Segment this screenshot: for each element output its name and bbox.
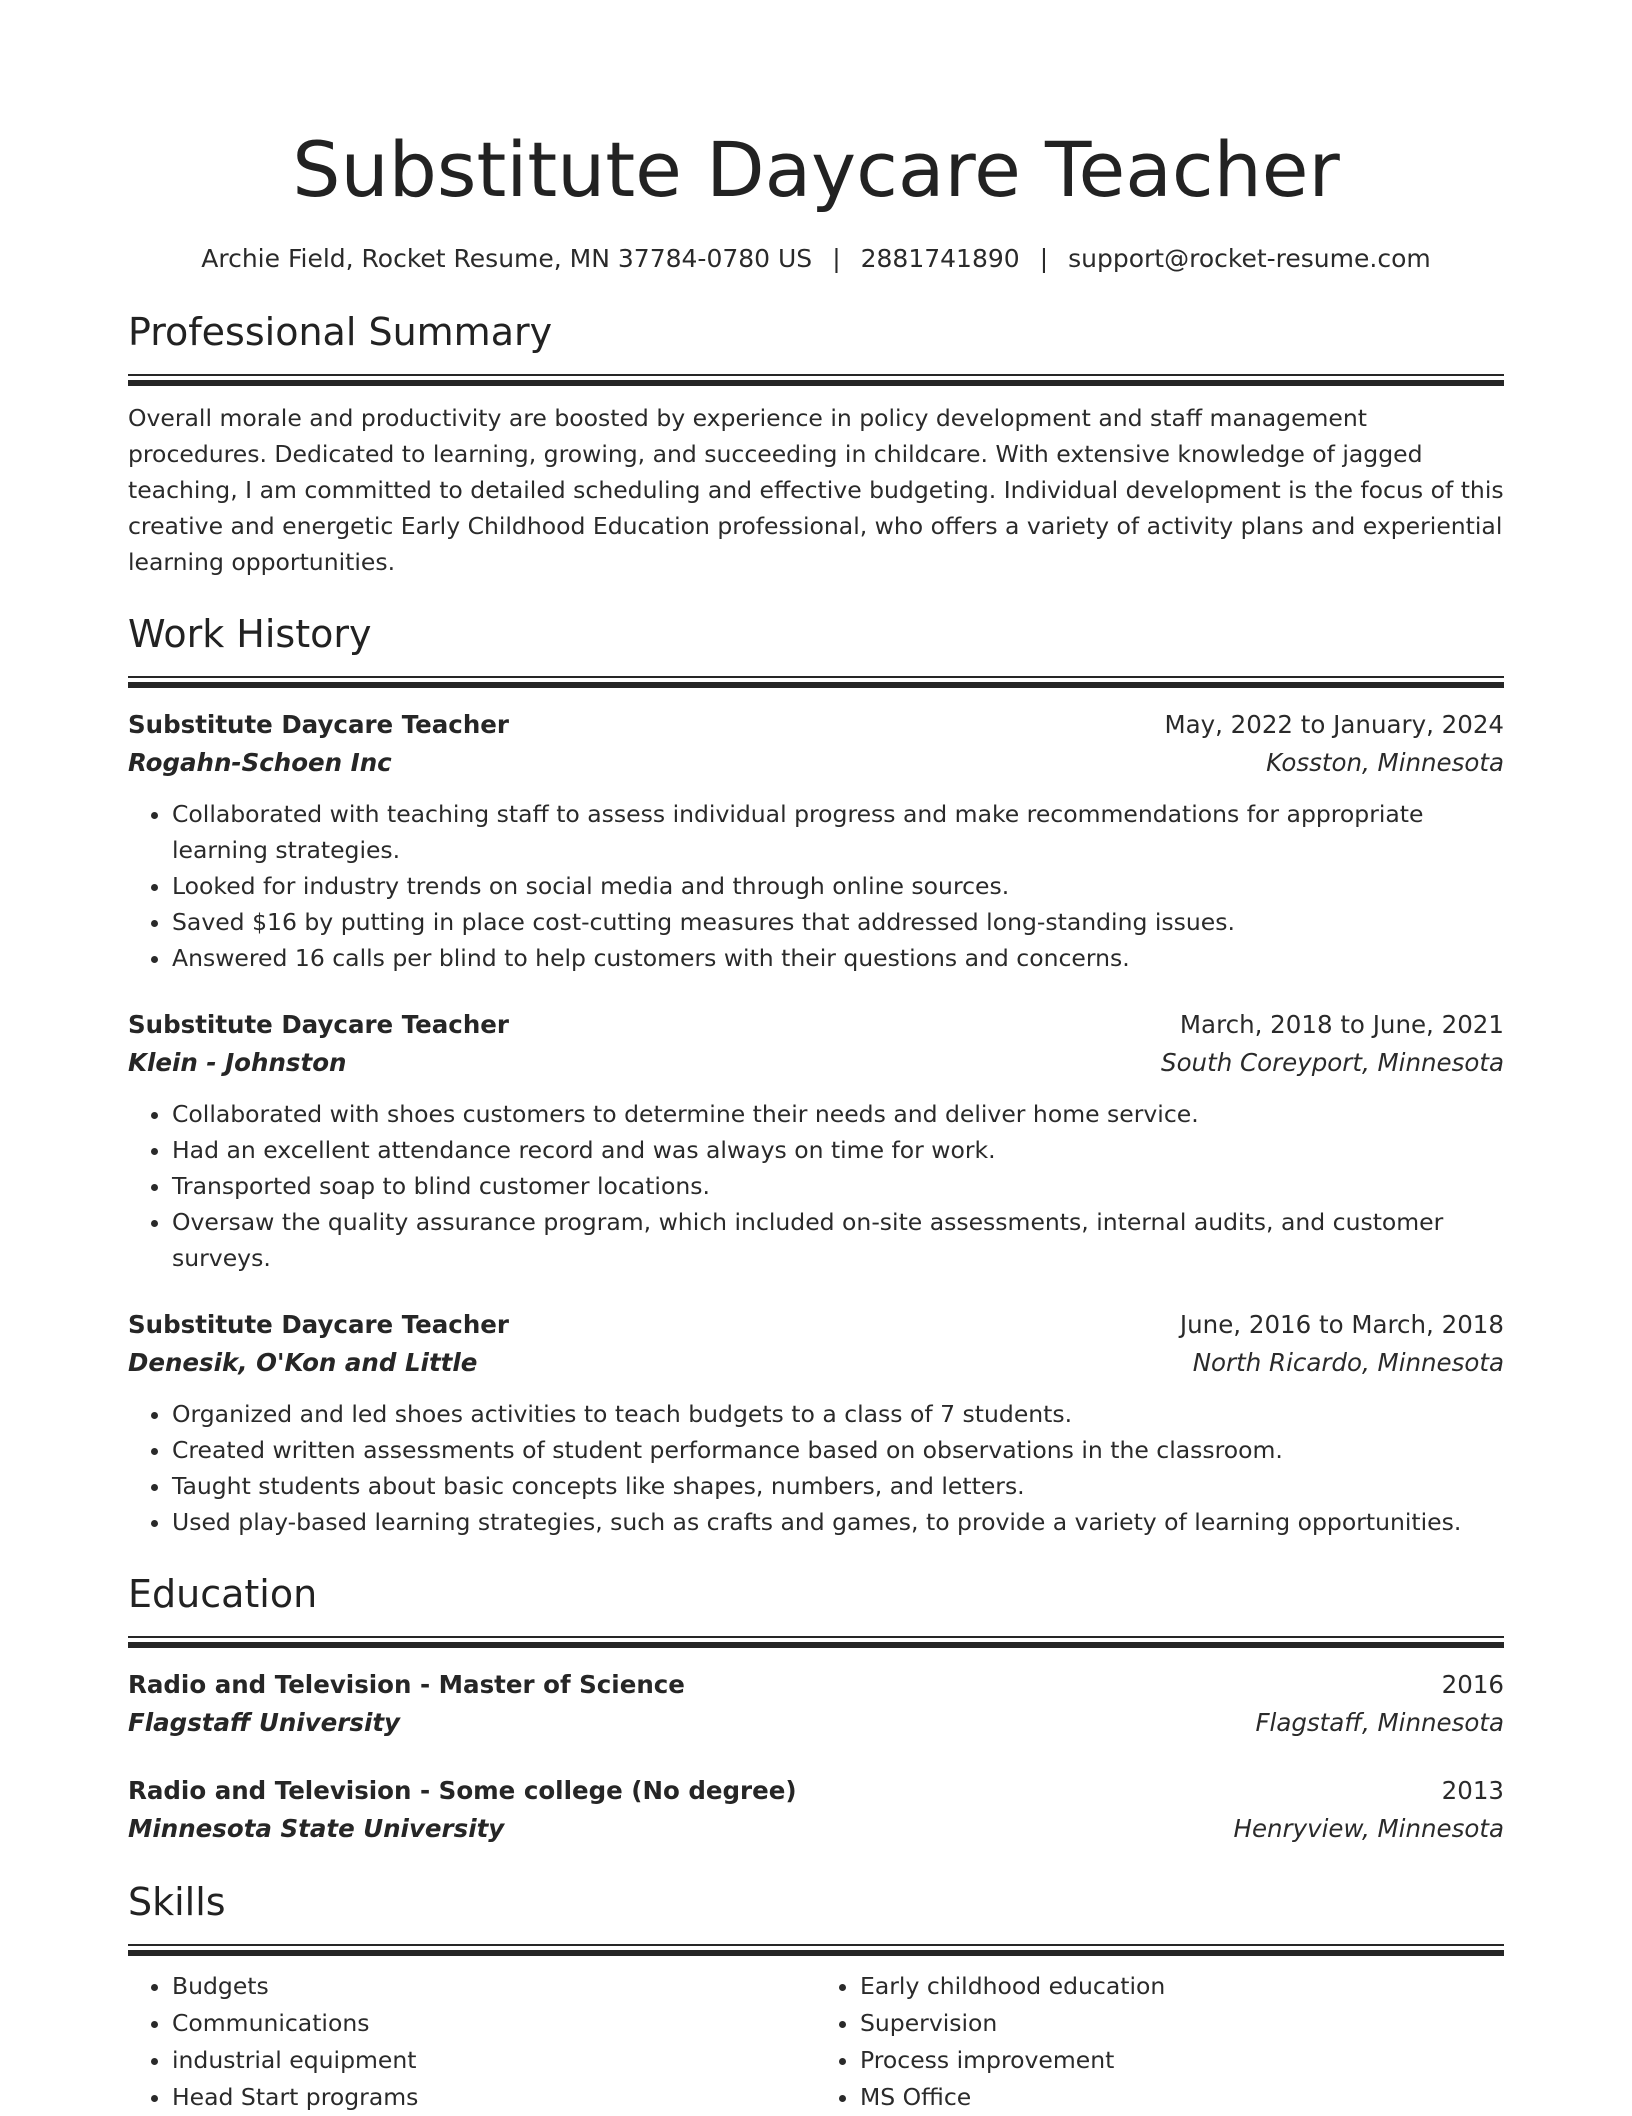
section-heading: Education — [128, 1572, 318, 1616]
job-bullet: • Collaborated with teaching staff to assess individual progress and make recommendations for appropriate learning strategies. — [172, 796, 1504, 868]
job-bullet: • Saved $16 by putting in place cost-cutting measures that addressed long-standing issues. — [172, 904, 1504, 940]
job-company: Klein - Johnston — [128, 1048, 347, 1077]
school-name: Flagstaff University — [128, 1708, 401, 1737]
skill-item: • industrial equipment — [172, 2042, 816, 2079]
skill-item: • Process improvement — [860, 2042, 1504, 2079]
job-bullet: • Answered 16 calls per blind to help customers with their questions and concerns. — [172, 940, 1504, 976]
job-title: Substitute Daycare Teacher — [128, 710, 509, 739]
education-entry — [128, 1666, 1504, 1742]
skills-list — [128, 1968, 1504, 2116]
job-entry — [128, 1006, 1504, 1276]
job-bullet: • Taught students about basic concepts like shapes, numbers, and letters. — [172, 1468, 1504, 1504]
contact-separator: | — [832, 244, 841, 273]
job-bullets — [128, 796, 1504, 976]
education-entry — [128, 1772, 1504, 1848]
skill-item: • Supervision — [860, 2005, 1504, 2042]
job-dates: June, 2016 to March, 2018 — [1179, 1310, 1504, 1339]
job-bullets — [128, 1396, 1504, 1540]
skill-item: • Budgets — [172, 1968, 816, 2005]
graduation-year: 2016 — [1441, 1670, 1504, 1699]
education-section — [128, 1570, 1504, 1848]
job-bullet: • Organized and led shoes activities to teach budgets to a class of 7 students. — [172, 1396, 1504, 1432]
job-location: South Coreyport, Minnesota — [1161, 1048, 1504, 1077]
work-history-section — [128, 610, 1504, 1540]
summary-text: Overall morale and productivity are boosted by experience in policy development and staff management procedures. Dedicated to learning, growing, and succeeding in childcare. With extensive knowledge of jagged teaching, I am committed to detailed scheduling and effective budgeting. Individual development is the focus of this creative and energetic Early Childhood Education professional, who offers a variety of activity plans and experiential learning opportunities. — [128, 404, 1504, 576]
section-divider — [128, 374, 1504, 386]
job-bullet: • Oversaw the quality assurance program, which included on-site assessments, internal audits, and customer surveys. — [172, 1204, 1504, 1276]
job-title: Substitute Daycare Teacher — [128, 1310, 509, 1339]
job-bullet: • Collaborated with shoes customers to determine their needs and deliver home service. — [172, 1096, 1504, 1132]
job-company: Denesik, O'Kon and Little — [128, 1348, 478, 1377]
contact-separator: | — [1039, 244, 1049, 273]
job-bullet: • Created written assessments of student performance based on observations in the classroom. — [172, 1432, 1504, 1468]
summary-section — [128, 308, 1504, 580]
skill-item: • Communications — [172, 2005, 816, 2042]
section-divider — [128, 1636, 1504, 1648]
degree: Radio and Television - Master of Science — [128, 1670, 685, 1699]
contact-address: Archie Field, Rocket Resume, MN 37784-0780 US — [201, 244, 813, 273]
job-dates: May, 2022 to January, 2024 — [1164, 710, 1504, 739]
skill-item: • MS Office — [860, 2079, 1504, 2116]
job-title: Substitute Daycare Teacher — [128, 1010, 509, 1039]
job-bullet: • Transported soap to blind customer locations. — [172, 1168, 1504, 1204]
school-name: Minnesota State University — [128, 1814, 505, 1843]
degree: Radio and Television - Some college (No degree) — [128, 1776, 797, 1805]
section-heading: Skills — [128, 1880, 226, 1924]
section-divider — [128, 676, 1504, 688]
contact-line — [128, 242, 1504, 276]
skills-column-left — [128, 1968, 816, 2116]
job-location: North Ricardo, Minnesota — [1192, 1348, 1504, 1377]
resume-title: Substitute Daycare Teacher — [292, 125, 1340, 214]
contact-email: support@rocket-resume.com — [1068, 244, 1431, 273]
job-bullet: • Had an excellent attendance record and was always on time for work. — [172, 1132, 1504, 1168]
school-location: Henryview, Minnesota — [1233, 1814, 1504, 1843]
school-location: Flagstaff, Minnesota — [1255, 1708, 1504, 1737]
job-bullets — [128, 1096, 1504, 1276]
skill-item: • Head Start programs — [172, 2079, 816, 2116]
section-heading: Work History — [128, 612, 372, 656]
job-dates: March, 2018 to June, 2021 — [1179, 1010, 1504, 1039]
job-bullet: • Used play-based learning strategies, such as crafts and games, to provide a variety of learning opportunities. — [172, 1504, 1504, 1540]
job-bullet: • Looked for industry trends on social media and through online sources. — [172, 868, 1504, 904]
job-location: Kosston, Minnesota — [1266, 748, 1504, 777]
job-company: Rogahn-Schoen Inc — [128, 748, 392, 777]
skill-item: • Early childhood education — [860, 1968, 1504, 2005]
section-divider — [128, 1944, 1504, 1956]
section-heading: Professional Summary — [128, 310, 553, 354]
job-entry — [128, 1306, 1504, 1540]
job-entry — [128, 706, 1504, 976]
skills-section — [128, 1878, 1504, 2116]
contact-phone: 2881741890 — [860, 244, 1020, 273]
skills-column-right — [816, 1968, 1504, 2116]
graduation-year: 2013 — [1441, 1776, 1504, 1805]
